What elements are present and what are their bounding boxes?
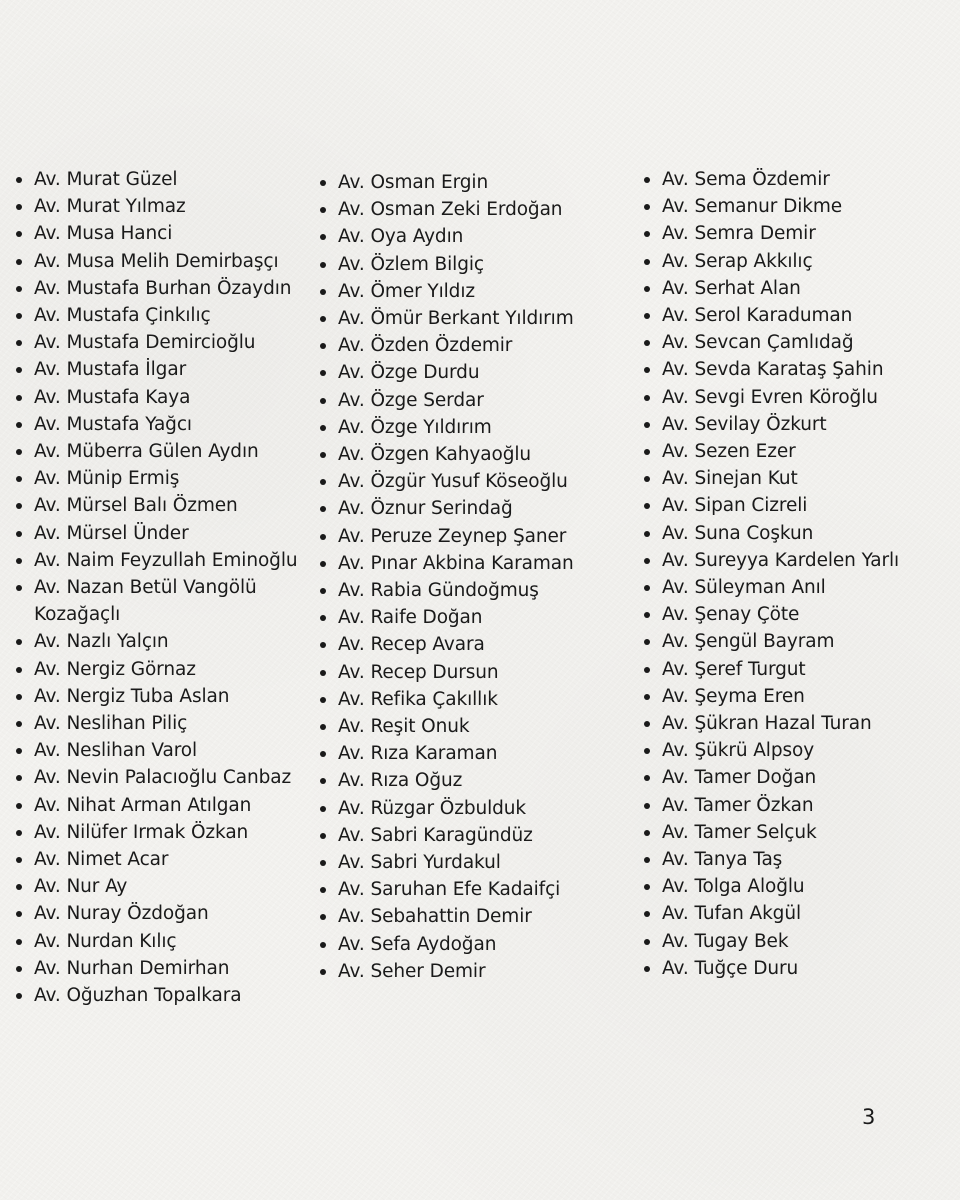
- list-item: [12, 982, 312, 1009]
- list-item: [12, 492, 312, 519]
- bullet-icon: [320, 697, 326, 703]
- list-item: [640, 656, 958, 683]
- bullet-icon: [16, 939, 22, 945]
- list-item: [316, 441, 636, 468]
- bullet-icon: [644, 204, 650, 210]
- attorney-name: Av. Özlem Bilgiç: [338, 253, 484, 275]
- list-item: [316, 387, 636, 414]
- bullet-icon: [644, 857, 650, 863]
- bullet-icon: [16, 748, 22, 754]
- bullet-icon: [16, 884, 22, 890]
- attorney-name: Av. Tolga Aloğlu: [662, 876, 805, 898]
- bullet-icon: [320, 343, 326, 349]
- attorney-name: Av. Suna Coşkun: [662, 522, 814, 544]
- list-item: [640, 465, 958, 492]
- attorney-name: Av. Nimet Acar: [34, 849, 169, 871]
- attorney-name: Av. Mustafa Çinkılıç: [34, 305, 211, 327]
- list-item: [12, 356, 312, 383]
- list-item: [640, 302, 958, 329]
- bullet-icon: [644, 721, 650, 727]
- bullet-icon: [320, 289, 326, 295]
- list-item: [316, 659, 636, 686]
- attorney-name: Av. Sevda Karataş Şahin: [662, 359, 884, 381]
- bullet-icon: [16, 585, 22, 591]
- bullet-icon: [16, 803, 22, 809]
- list-item: [316, 631, 636, 658]
- attorney-name: Av. Sevilay Özkurt: [662, 413, 827, 435]
- attorney-name: Av. Mustafa Demircioğlu: [34, 332, 256, 354]
- bullet-icon: [644, 830, 650, 836]
- bullet-icon: [320, 833, 326, 839]
- bullet-icon: [320, 942, 326, 948]
- attorney-name: Av. Sevcan Çamlıdağ: [662, 332, 854, 354]
- bullet-icon: [644, 939, 650, 945]
- bullet-icon: [644, 177, 650, 183]
- bullet-icon: [644, 585, 650, 591]
- attorney-name: Av. Şengül Bayram: [662, 631, 835, 653]
- list-item: [316, 740, 636, 767]
- bullet-icon: [16, 694, 22, 700]
- list-item: [12, 928, 312, 955]
- bullet-icon: [644, 966, 650, 972]
- list-item: [12, 520, 312, 547]
- bullet-icon: [320, 316, 326, 322]
- attorney-name: Av. Seher Demir: [338, 960, 486, 982]
- bullet-icon: [644, 313, 650, 319]
- bullet-icon: [320, 207, 326, 213]
- attorney-name: Av. Nurdan Kılıç: [34, 930, 177, 952]
- list-item: [316, 795, 636, 822]
- list-item: [12, 900, 312, 927]
- attorney-name: Av. Şükran Hazal Turan: [662, 713, 872, 735]
- attorney-name: Av. Mürsel Ünder: [34, 522, 189, 544]
- list-item: [316, 550, 636, 577]
- bullet-icon: [644, 531, 650, 537]
- list-item: [640, 628, 958, 655]
- attorney-name: Av. Özge Serdar: [338, 389, 484, 411]
- attorney-name: Av. Özgür Yusuf Köseoğlu: [338, 471, 568, 493]
- attorney-name: Av. Serhat Alan: [662, 277, 801, 299]
- list-item: [316, 822, 636, 849]
- list-item: [316, 523, 636, 550]
- bullet-icon: [320, 506, 326, 512]
- list-item: [640, 574, 958, 601]
- attorney-name: Av. Nihat Arman Atılgan: [34, 794, 252, 816]
- attorney-name: Av. Özgen Kahyaoğlu: [338, 444, 532, 466]
- list-item: [640, 193, 958, 220]
- list-item: [12, 193, 312, 220]
- attorney-name: Av. Musa Melih Demirbaşçı: [34, 250, 279, 272]
- list-item: [316, 876, 636, 903]
- bullet-icon: [320, 778, 326, 784]
- attorney-name: Av. Peruze Zeynep Şaner: [338, 525, 567, 547]
- list-item: [316, 849, 636, 876]
- bullet-icon: [16, 395, 22, 401]
- attorney-name: Av. Sureyya Kardelen Yarlı: [662, 549, 900, 571]
- list-item: [640, 248, 958, 275]
- attorney-name: Av. Rabia Gündoğmuş: [338, 580, 539, 602]
- bullet-icon: [644, 748, 650, 754]
- list-item: [12, 574, 312, 628]
- bullet-icon: [644, 694, 650, 700]
- bullet-icon: [16, 857, 22, 863]
- bullet-icon: [16, 313, 22, 319]
- name-list-column-3: [640, 166, 958, 982]
- attorney-name: Av. Sebahattin Demir: [338, 906, 532, 928]
- list-item: [640, 438, 958, 465]
- bullet-icon: [16, 503, 22, 509]
- list-item: [316, 414, 636, 441]
- bullet-icon: [16, 422, 22, 428]
- bullet-icon: [320, 262, 326, 268]
- bullet-icon: [644, 259, 650, 265]
- list-item: [640, 683, 958, 710]
- bullet-icon: [644, 639, 650, 645]
- bullet-icon: [644, 395, 650, 401]
- list-item: [316, 196, 636, 223]
- bullet-icon: [644, 476, 650, 482]
- attorney-name: Av. Serol Karaduman: [662, 305, 853, 327]
- attorney-name: Av. Oya Aydın: [338, 226, 464, 248]
- list-item: [640, 411, 958, 438]
- attorney-name: Av. Ömür Berkant Yıldırım: [338, 308, 574, 330]
- bullet-icon: [644, 286, 650, 292]
- bullet-icon: [644, 803, 650, 809]
- attorney-name: Av. Semra Demir: [662, 223, 816, 245]
- attorney-name: Av. Rıza Karaman: [338, 743, 498, 765]
- bullet-icon: [320, 452, 326, 458]
- bullet-icon: [320, 534, 326, 540]
- list-item: [12, 166, 312, 193]
- bullet-icon: [16, 639, 22, 645]
- bullet-icon: [320, 370, 326, 376]
- bullet-icon: [320, 914, 326, 920]
- bullet-icon: [16, 966, 22, 972]
- bullet-icon: [644, 911, 650, 917]
- attorney-name: Av. Özge Yıldırım: [338, 416, 492, 438]
- list-item: [316, 305, 636, 332]
- bullet-icon: [320, 398, 326, 404]
- list-item: [640, 356, 958, 383]
- list-item: [640, 873, 958, 900]
- attorney-name: Av. Refika Çakıllık: [338, 688, 498, 710]
- list-item: [640, 792, 958, 819]
- attorney-name: Av. Ömer Yıldız: [338, 280, 475, 302]
- list-item: [12, 764, 312, 791]
- list-item: [640, 601, 958, 628]
- bullet-icon: [16, 204, 22, 210]
- attorney-name: Av. Semanur Dikme: [662, 196, 843, 218]
- list-item: [316, 495, 636, 522]
- attorney-name: Av. Neslihan Piliç: [34, 713, 188, 735]
- list-item: [640, 520, 958, 547]
- list-item: [12, 329, 312, 356]
- bullet-icon: [644, 340, 650, 346]
- attorney-name: Av. Tuğçe Duru: [662, 957, 799, 979]
- bullet-icon: [320, 860, 326, 866]
- list-item: [12, 628, 312, 655]
- bullet-icon: [320, 751, 326, 757]
- list-item: [316, 278, 636, 305]
- name-list-column-1: [12, 166, 312, 1009]
- attorney-name: Av. Özden Özdemir: [338, 335, 513, 357]
- bullet-icon: [320, 615, 326, 621]
- bullet-icon: [644, 503, 650, 509]
- attorney-name: Av. Özge Durdu: [338, 362, 480, 384]
- list-item: [640, 764, 958, 791]
- attorney-name: Av. Osman Ergin: [338, 172, 489, 193]
- list-item: [12, 819, 312, 846]
- list-item: [316, 223, 636, 250]
- attorney-name: Av. Osman Zeki Erdoğan: [338, 199, 563, 221]
- list-item: [12, 792, 312, 819]
- attorney-name: Av. Neslihan Varol: [34, 740, 198, 762]
- list-item: [316, 767, 636, 794]
- attorney-name: Av. Müberra Gülen Aydın: [34, 441, 259, 463]
- attorney-name: Av. Nuray Özdoğan: [34, 903, 209, 925]
- bullet-icon: [16, 993, 22, 999]
- bullet-icon: [16, 667, 22, 673]
- attorney-name: Av. Nazan Betül Vangölü Kozağaçlı: [34, 577, 257, 626]
- bullet-icon: [320, 670, 326, 676]
- attorney-name: Av. Sabri Karagündüz: [338, 824, 533, 846]
- attorney-name: Av. Recep Avara: [338, 634, 485, 656]
- attorney-name: Av. Nilüfer Irmak Özkan: [34, 821, 249, 843]
- attorney-name: Av. Şeref Turgut: [662, 658, 806, 680]
- list-item: [640, 928, 958, 955]
- attorney-name: Av. Nergiz Görnaz: [34, 658, 196, 680]
- attorney-name: Av. Oğuzhan Topalkara: [34, 985, 242, 1007]
- attorney-name: Av. Saruhan Efe Kadaifçi: [338, 879, 561, 901]
- attorney-name: Av. Nur Ay: [34, 876, 128, 898]
- list-item: [316, 931, 636, 958]
- list-item: [12, 656, 312, 683]
- attorney-name: Av. Sinejan Kut: [662, 468, 798, 490]
- list-item: [12, 737, 312, 764]
- bullet-icon: [16, 911, 22, 917]
- attorney-name: Av. Sipan Cizreli: [662, 495, 808, 517]
- list-item: [316, 713, 636, 740]
- attorney-name: Av. Murat Yılmaz: [34, 196, 186, 218]
- list-item: [316, 604, 636, 631]
- attorney-name: Av. Tufan Akgül: [662, 903, 801, 925]
- bullet-icon: [320, 642, 326, 648]
- list-item: [12, 683, 312, 710]
- attorney-name: Av. Sema Özdemir: [662, 169, 830, 190]
- attorney-name: Av. Tamer Özkan: [662, 794, 814, 816]
- list-item: [640, 492, 958, 519]
- attorney-name: Av. Tugay Bek: [662, 930, 789, 952]
- list-item: [316, 686, 636, 713]
- attorney-name: Av. Mustafa İlgar: [34, 359, 187, 381]
- bullet-icon: [16, 476, 22, 482]
- attorney-name: Av. Sabri Yurdakul: [338, 852, 501, 874]
- list-item: [316, 332, 636, 359]
- list-item: [640, 846, 958, 873]
- attorney-name: Av. Münip Ermiş: [34, 468, 180, 490]
- bullet-icon: [16, 231, 22, 237]
- list-item: [12, 220, 312, 247]
- bullet-icon: [644, 422, 650, 428]
- attorney-name: Av. Naim Feyzullah Eminoğlu: [34, 549, 298, 571]
- list-item: [640, 737, 958, 764]
- name-list-column-2: [316, 169, 636, 985]
- list-item: [12, 710, 312, 737]
- list-item: [12, 547, 312, 574]
- attorney-name: Av. Mustafa Burhan Özaydın: [34, 277, 292, 299]
- bullet-icon: [16, 340, 22, 346]
- list-item: [12, 465, 312, 492]
- attorney-name: Av. Raife Doğan: [338, 607, 483, 629]
- bullet-icon: [644, 367, 650, 373]
- bullet-icon: [16, 830, 22, 836]
- attorney-name: Av. Serap Akkılıç: [662, 250, 813, 272]
- attorney-name: Av. Nevin Palacıoğlu Canbaz: [34, 767, 292, 789]
- list-item: [640, 819, 958, 846]
- list-item: [640, 384, 958, 411]
- attorney-name: Av. Rüzgar Özbulduk: [338, 797, 527, 819]
- attorney-name: Av. Sezen Ezer: [662, 441, 796, 463]
- list-item: [640, 166, 958, 193]
- bullet-icon: [16, 721, 22, 727]
- list-item: [12, 438, 312, 465]
- list-item: [316, 251, 636, 278]
- attorney-name: Av. Rıza Oğuz: [338, 770, 463, 792]
- bullet-icon: [644, 558, 650, 564]
- bullet-icon: [320, 588, 326, 594]
- list-item: [12, 275, 312, 302]
- bullet-icon: [320, 234, 326, 240]
- bullet-icon: [320, 887, 326, 893]
- bullet-icon: [644, 775, 650, 781]
- bullet-icon: [644, 884, 650, 890]
- bullet-icon: [16, 558, 22, 564]
- bullet-icon: [16, 259, 22, 265]
- list-item: [12, 248, 312, 275]
- attorney-name: Av. Mustafa Yağcı: [34, 413, 192, 435]
- bullet-icon: [16, 286, 22, 292]
- list-item: [640, 900, 958, 927]
- attorney-name: Av. Nurhan Demirhan: [34, 957, 230, 979]
- list-item: [316, 577, 636, 604]
- list-item: [316, 359, 636, 386]
- attorney-name: Av. Süleyman Anıl: [662, 577, 826, 599]
- list-item: [640, 275, 958, 302]
- bullet-icon: [644, 449, 650, 455]
- attorney-name: Av. Recep Dursun: [338, 661, 499, 683]
- attorney-name: Av. Nergiz Tuba Aslan: [34, 685, 230, 707]
- list-item: [640, 329, 958, 356]
- bullet-icon: [320, 180, 326, 186]
- attorney-name: Av. Tamer Doğan: [662, 767, 817, 789]
- bullet-icon: [16, 775, 22, 781]
- attorney-name: Av. Tanya Taş: [662, 849, 783, 871]
- list-item: [12, 873, 312, 900]
- bullet-icon: [320, 561, 326, 567]
- attorney-name: Av. Mustafa Kaya: [34, 386, 191, 408]
- page-number: 3: [862, 1105, 876, 1129]
- bullet-icon: [320, 425, 326, 431]
- bullet-icon: [16, 449, 22, 455]
- attorney-name: Av. Nazlı Yalçın: [34, 631, 169, 653]
- list-item: [12, 411, 312, 438]
- list-item: [12, 955, 312, 982]
- list-item: [640, 710, 958, 737]
- list-item: [316, 958, 636, 985]
- list-item: [316, 468, 636, 495]
- bullet-icon: [644, 612, 650, 618]
- attorney-name: Av. Sevgi Evren Köroğlu: [662, 386, 878, 408]
- bullet-icon: [644, 667, 650, 673]
- bullet-icon: [320, 479, 326, 485]
- list-item: [12, 302, 312, 329]
- list-item: [316, 169, 636, 196]
- list-item: [12, 846, 312, 873]
- list-item: [12, 384, 312, 411]
- list-item: [640, 220, 958, 247]
- list-item: [640, 955, 958, 982]
- attorney-name: Av. Sefa Aydoğan: [338, 933, 497, 955]
- bullet-icon: [320, 806, 326, 812]
- bullet-icon: [644, 231, 650, 237]
- attorney-name: Av. Şenay Çöte: [662, 604, 800, 626]
- attorney-name: Av. Reşit Onuk: [338, 716, 470, 738]
- list-item: [640, 547, 958, 574]
- bullet-icon: [16, 367, 22, 373]
- attorney-name: Av. Tamer Selçuk: [662, 821, 817, 843]
- bullet-icon: [320, 969, 326, 975]
- attorney-name: Av. Şeyma Eren: [662, 685, 805, 707]
- attorney-name: Av. Murat Güzel: [34, 169, 178, 190]
- list-item: [316, 903, 636, 930]
- bullet-icon: [320, 724, 326, 730]
- attorney-name: Av. Şükrü Alpsoy: [662, 740, 815, 762]
- attorney-name: Av. Musa Hanci: [34, 223, 173, 245]
- bullet-icon: [16, 177, 22, 183]
- bullet-icon: [16, 531, 22, 537]
- attorney-name: Av. Mürsel Balı Özmen: [34, 495, 238, 517]
- attorney-name: Av. Öznur Serindağ: [338, 498, 513, 520]
- attorney-name: Av. Pınar Akbina Karaman: [338, 552, 574, 574]
